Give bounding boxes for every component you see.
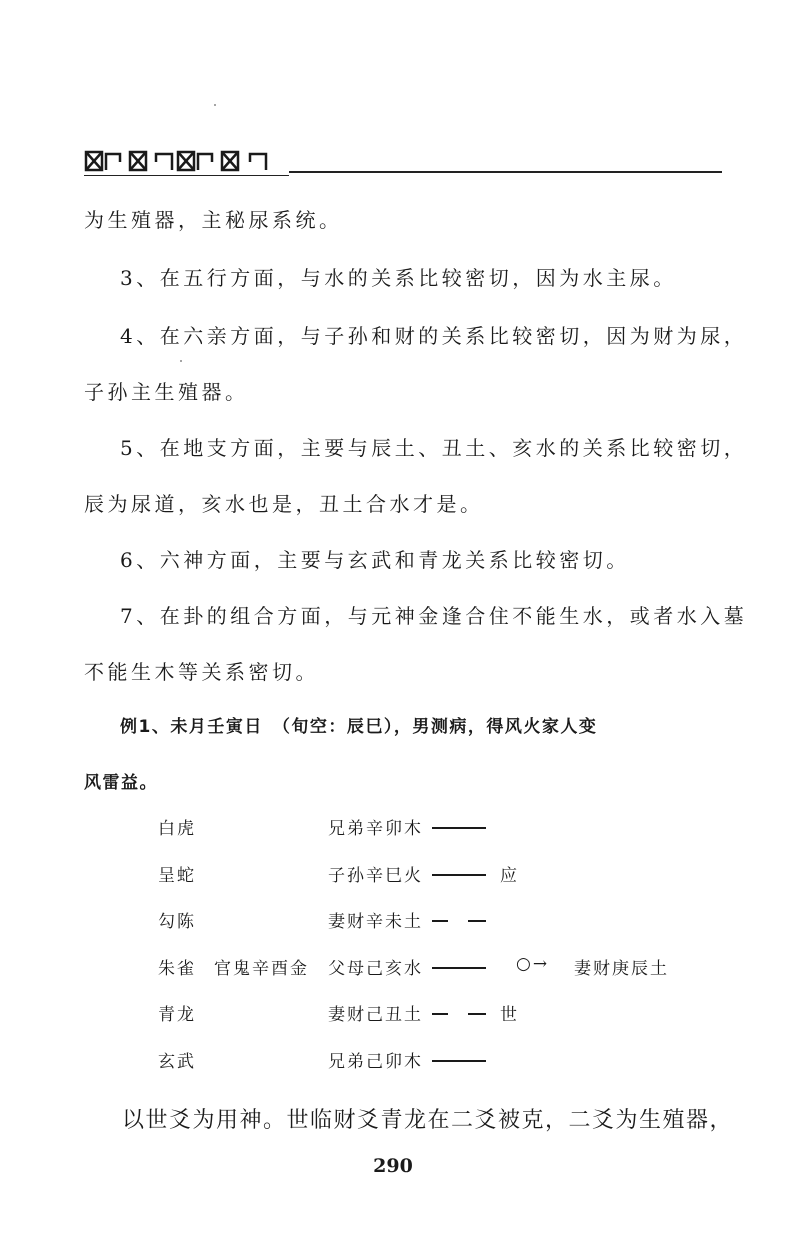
six-god-label: 白虎 — [158, 819, 196, 839]
six-god-label: 玄武 — [158, 1052, 196, 1072]
paragraph-line: 5、在地支方面，主要与辰土、丑土、亥水的关系比较密切， — [120, 436, 748, 460]
position-mark: 应 — [500, 866, 519, 886]
yin-line-segment — [468, 1013, 486, 1015]
line-label: 父母己亥水 — [328, 959, 423, 979]
paragraph-line: 不能生木等关系密切。 — [84, 660, 319, 684]
moving-line-mark: ○→ — [516, 954, 550, 974]
paragraph-line: 子孙主生殖器。 — [84, 380, 249, 404]
yin-line-segment — [432, 1013, 448, 1015]
paragraph-line: 3、在五行方面，与水的关系比较密切，因为水主尿。 — [120, 266, 677, 290]
line-label: 子孙辛巳火 — [328, 866, 423, 886]
line-label: 兄弟己卯木 — [328, 1052, 423, 1072]
six-god-label: 呈蛇 — [158, 866, 196, 886]
paragraph-line: 为生殖器，主秘尿系统。 — [84, 208, 343, 232]
header-rule-left — [84, 175, 289, 176]
page-header-ornament — [84, 148, 724, 178]
changed-line-label: 妻财庚辰土 — [574, 959, 669, 979]
yang-line — [432, 1060, 486, 1062]
paragraph-line: 4、在六亲方面，与子孙和财的关系比较密切，因为财为尿， — [120, 324, 748, 348]
scan-speck — [214, 104, 216, 106]
hidden-line-label: 官鬼辛酉金 — [214, 959, 309, 979]
six-god-label: 朱雀 — [158, 959, 196, 979]
example-heading: 例1、未月壬寅日 （旬空：辰巳），男测病，得风火家人变 — [120, 717, 598, 737]
header-rule — [289, 171, 722, 173]
paragraph-line: 辰为尿道，亥水也是，丑土合水才是。 — [84, 492, 484, 516]
paragraph-line: 6、六神方面，主要与玄武和青龙关系比较密切。 — [120, 548, 630, 572]
paragraph-line: 7、在卦的组合方面，与元神金逢合住不能生水，或者水入墓 — [120, 604, 748, 628]
line-label: 妻财己丑土 — [328, 1005, 423, 1025]
line-label: 妻财辛未土 — [328, 912, 423, 932]
yang-line — [432, 827, 486, 829]
scan-speck — [180, 360, 182, 362]
yin-line-segment — [432, 920, 448, 922]
page-number: 290 — [373, 1155, 413, 1177]
six-god-label: 勾陈 — [158, 912, 196, 932]
six-god-label: 青龙 — [158, 1005, 196, 1025]
fret-pattern-icon — [84, 148, 294, 178]
closing-line: 以世爻为用神。世临财爻青龙在二爻被克，二爻为生殖器， — [122, 1108, 734, 1133]
yang-line — [432, 874, 486, 876]
example-heading-cont: 风雷益。 — [84, 773, 158, 793]
yin-line-segment — [468, 920, 486, 922]
line-label: 兄弟辛卯木 — [328, 819, 423, 839]
position-mark: 世 — [500, 1005, 519, 1025]
yang-line — [432, 967, 486, 969]
